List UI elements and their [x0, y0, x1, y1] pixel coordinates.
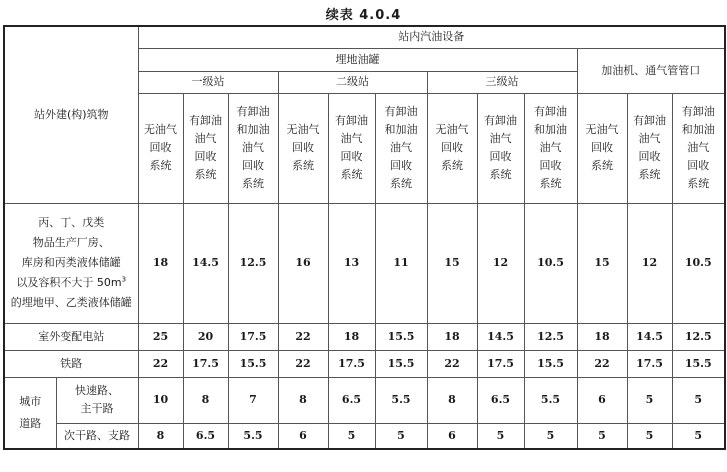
value-cell: 17.5 — [627, 350, 672, 377]
value-cell: 15 — [427, 203, 477, 323]
value-cell: 17.5 — [228, 323, 278, 350]
spacing-table — [3, 25, 726, 450]
col-unload-fill-recovery: 有卸油 和加油 油气 回收 系统 — [672, 93, 725, 203]
value-cell: 12.5 — [672, 323, 725, 350]
value-cell: 22 — [577, 350, 627, 377]
col-no-recovery: 无油气 回收 系统 — [577, 93, 627, 203]
table-row — [4, 323, 725, 350]
table-row — [4, 423, 725, 449]
row-label-expressway: 快速路、 主干路 — [56, 377, 138, 423]
value-cell: 15.5 — [524, 350, 577, 377]
row-label-substation: 室外变配电站 — [4, 323, 138, 350]
value-cell: 20 — [183, 323, 228, 350]
value-cell: 11 — [375, 203, 427, 323]
value-cell: 17.5 — [477, 350, 524, 377]
value-cell: 5 — [577, 423, 627, 449]
value-cell: 10.5 — [672, 203, 725, 323]
value-cell: 8 — [278, 377, 328, 423]
grade-3-header: 三级站 — [427, 71, 577, 93]
col-no-recovery: 无油气 回收 系统 — [278, 93, 328, 203]
col-unload-recovery: 有卸油 油气 回收 系统 — [477, 93, 524, 203]
value-cell: 8 — [427, 377, 477, 423]
value-cell: 18 — [427, 323, 477, 350]
value-cell: 16 — [278, 203, 328, 323]
value-cell: 8 — [138, 423, 183, 449]
table-title: 续表 4.0.4 — [325, 8, 402, 23]
value-cell: 5.5 — [375, 377, 427, 423]
value-cell: 15.5 — [375, 350, 427, 377]
col-unload-fill-recovery: 有卸油 和加油 油气 回收 系统 — [375, 93, 427, 203]
value-cell: 18 — [138, 203, 183, 323]
grade-1-header: 一级站 — [138, 71, 278, 93]
col-unload-fill-recovery: 有卸油 和加油 油气 回收 系统 — [524, 93, 577, 203]
row-header-label: 站外建(构)筑物 — [4, 26, 138, 203]
row-label-secondary-road: 次干路、支路 — [56, 423, 138, 449]
table-row — [4, 377, 725, 423]
value-cell: 8 — [183, 377, 228, 423]
value-cell: 5 — [627, 377, 672, 423]
value-cell: 12 — [477, 203, 524, 323]
value-cell: 12 — [627, 203, 672, 323]
table-row — [4, 350, 725, 377]
value-cell: 22 — [278, 350, 328, 377]
value-cell: 10.5 — [524, 203, 577, 323]
value-cell: 5 — [524, 423, 577, 449]
value-cell: 17.5 — [183, 350, 228, 377]
value-cell: 14.5 — [627, 323, 672, 350]
value-cell: 6.5 — [477, 377, 524, 423]
value-cell: 5 — [328, 423, 375, 449]
table-row — [4, 203, 725, 323]
row-label-class-c-d-e: 丙、丁、戊类 物品生产厂房、 库房和丙类液体储罐 以及容积不大于 $50m^3$ 的埋地甲、乙类液体储罐 — [4, 203, 138, 323]
value-cell: 15.5 — [228, 350, 278, 377]
value-cell: 15.5 — [375, 323, 427, 350]
dispenser-header: 加油机、通气管管口 — [577, 48, 725, 93]
value-cell: 6.5 — [183, 423, 228, 449]
value-cell: 7 — [228, 377, 278, 423]
value-cell: 5 — [627, 423, 672, 449]
value-cell: 14.5 — [477, 323, 524, 350]
value-cell: 5 — [672, 377, 725, 423]
value-cell: 18 — [328, 323, 375, 350]
col-no-recovery: 无油气 回收 系统 — [138, 93, 183, 203]
value-cell: 22 — [427, 350, 477, 377]
value-cell: 6 — [577, 377, 627, 423]
col-no-recovery: 无油气 回收 系统 — [427, 93, 477, 203]
value-cell: 17.5 — [328, 350, 375, 377]
value-cell: 12.5 — [524, 323, 577, 350]
value-cell: 13 — [328, 203, 375, 323]
value-cell: 5 — [672, 423, 725, 449]
value-cell: 5 — [477, 423, 524, 449]
equipment-header: 站内汽油设备 — [138, 26, 725, 48]
col-unload-recovery: 有卸油 油气 回收 系统 — [627, 93, 672, 203]
grade-2-header: 二级站 — [278, 71, 427, 93]
value-cell: 12.5 — [228, 203, 278, 323]
col-unload-recovery: 有卸油 油气 回收 系统 — [183, 93, 228, 203]
value-cell: 22 — [278, 323, 328, 350]
value-cell: 5.5 — [228, 423, 278, 449]
row-label-railway: 铁路 — [4, 350, 138, 377]
value-cell: 5.5 — [524, 377, 577, 423]
value-cell: 14.5 — [183, 203, 228, 323]
value-cell: 10 — [138, 377, 183, 423]
value-cell: 6 — [427, 423, 477, 449]
value-cell: 18 — [577, 323, 627, 350]
row-group-city-road: 城市 道路 — [4, 377, 56, 449]
value-cell: 25 — [138, 323, 183, 350]
tank-header: 埋地油罐 — [138, 48, 577, 71]
value-cell: 6.5 — [328, 377, 375, 423]
col-unload-fill-recovery: 有卸油 和加油 油气 回收 系统 — [228, 93, 278, 203]
col-unload-recovery: 有卸油 油气 回收 系统 — [328, 93, 375, 203]
value-cell: 15 — [577, 203, 627, 323]
value-cell: 5 — [375, 423, 427, 449]
value-cell: 6 — [278, 423, 328, 449]
value-cell: 22 — [138, 350, 183, 377]
value-cell: 15.5 — [672, 350, 725, 377]
